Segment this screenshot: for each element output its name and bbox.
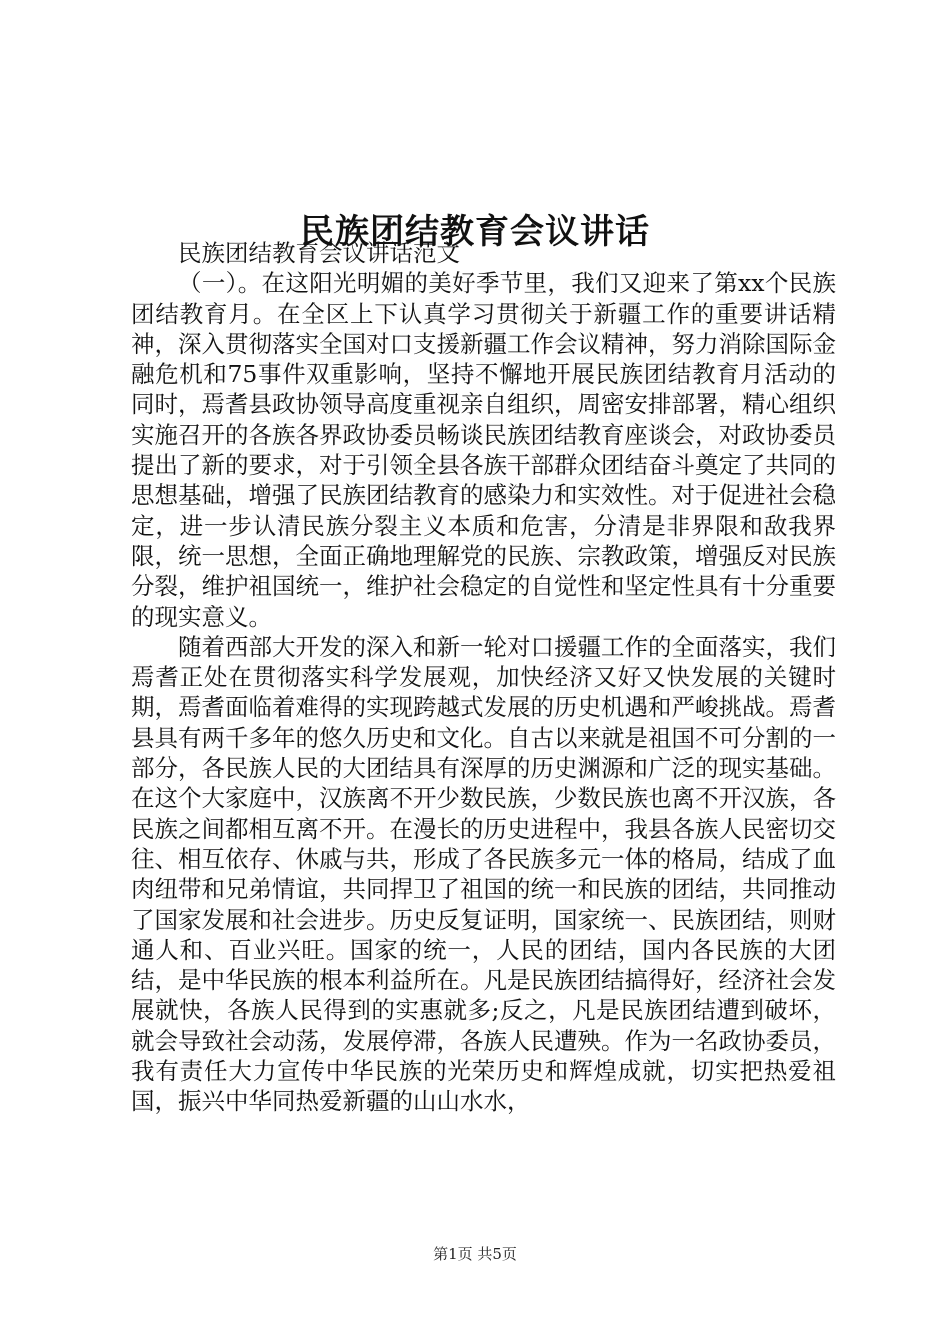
- document-title: 民族团结教育会议讲话: [300, 211, 650, 252]
- document-body: [131, 238, 836, 1117]
- page-number-footer: 第1页 共5页: [433, 1245, 517, 1263]
- body-paragraph-2: 随着西部大开发的深入和新一轮对口援疆工作的全面落实，我们焉耆正处在贯彻落实科学发展观，加快经济又好又快发展的关键时期，焉耆面临着难得的实现跨越式发展的历史机遇和严峻挑战。焉耆县具有两千多年的悠久历史和文化。自古以来就是祖国不可分割的一部分，各民族人民的大团结具有深厚的历史渊源和广泛的现实基础。在这个大家庭中，汉族离不开少数民族，少数民族也离不开汉族，各民族之间都相互离不开。在漫长的历史进程中，我县各族人民密切交往、相互依存、休戚与共，形成了各民族多元一体的格局，结成了血肉纽带和兄弟情谊，共同捍卫了祖国的统一和民族的团结，共同推动了国家发展和社会进步。历史反复证明，国家统一、民族团结，则财通人和、百业兴旺。国家的统一，人民的团结，国内各民族的大团结，是中华民族的根本利益所在。凡是民族团结搞得好，经济社会发展就快，各族人民得到的实惠就多;反之，凡是民族团结遭到破坏，就会导致社会动荡，发展停滞，各族人民遭殃。作为一名政协委员，我有责任大力宣传中华民族的光荣历史和辉煌成就，切实把热爱祖国，振兴中华同热爱新疆的山山水水，: [131, 632, 836, 1116]
- body-paragraph-1: （一）。在这阳光明媚的美好季节里，我们又迎来了第xx个民族团结教育月。在全区上下认真学习贯彻关于新疆工作的重要讲话精神，深入贯彻落实全国对口支援新疆工作会议精神，努力消除国际金融危机和75事件双重影响，坚持不懈地开展民族团结教育月活动的同时，焉耆县政协领导高度重视亲自组织，周密安排部署，精心组织实施召开的各族各界政协委员畅谈民族团结教育座谈会，对政协委员提出了新的要求，对于引领全县各族干部群众团结奋斗奠定了共同的思想基础，增强了民族团结教育的感染力和实效性。对于促进社会稳定，进一步认清民族分裂主义本质和危害，分清是非界限和敌我界限，统一思想，全面正确地理解党的民族、宗教政策，增强反对民族分裂，维护祖国统一，维护社会稳定的自觉性和坚定性具有十分重要的现实意义。: [131, 269, 836, 631]
- document-subtitle: 民族团结教育会议讲话范文: [178, 239, 460, 267]
